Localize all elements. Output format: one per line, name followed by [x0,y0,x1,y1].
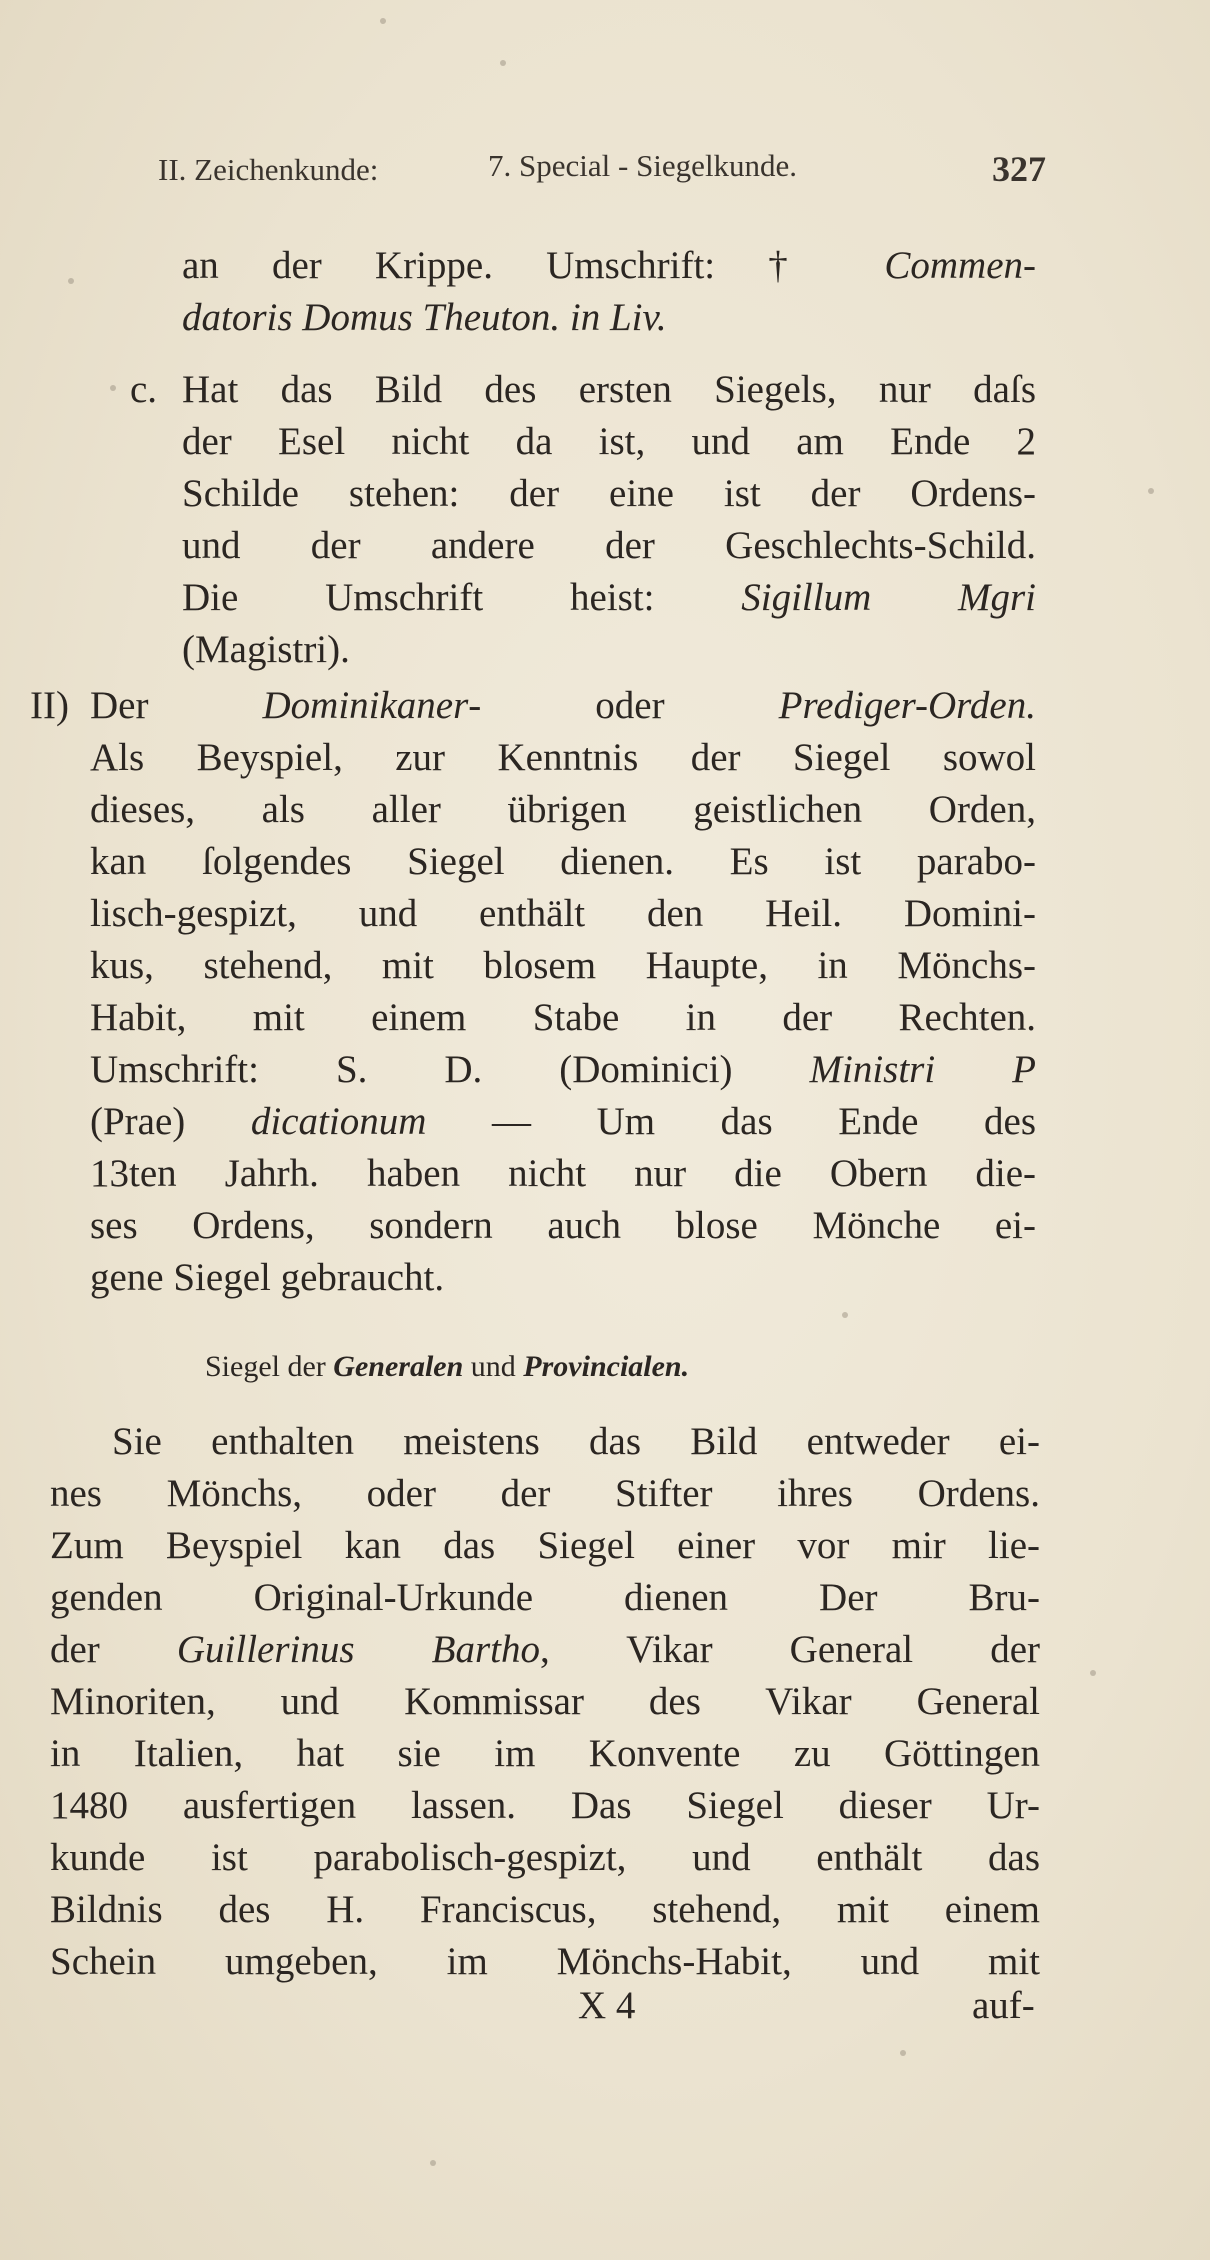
item-ii-text [90,680,1036,1304]
text-line: Bildnis des H. Franciscus, stehend, mit einem [50,1888,1040,1931]
paper-speck [1090,1670,1096,1676]
item-c-label: c. [130,368,158,411]
running-head [158,148,1046,198]
text-line: an der Krippe. Umschrift: † Commen- [182,244,1036,287]
paper-speck [380,18,386,24]
catchword: auf- [972,1984,1035,2027]
running-head-subsection: 7. Special - Siegelkunde. [488,148,798,183]
text-line: der Guillerinus Bartho, Vikar General der [50,1628,1040,1671]
text-line: Sie enthalten meistens das Bild entweder ei- [112,1420,1040,1463]
paragraph [50,1416,1040,1988]
text-line: (Prae) dicationum — Um das Ende des [90,1100,1037,1143]
text-line: dieses, als aller übrigen geistlichen Orden, [90,788,1036,831]
text-line: Habit, mit einem Stabe in der Rechten. [90,996,1036,1039]
item-c-text [182,364,1036,676]
text-line: Zum Beyspiel kan das Siegel einer vor mir lie- [50,1524,1040,1567]
paper-speck [900,2050,906,2056]
text-line: kus, stehend, mit blosem Haupte, in Mönchs- [90,944,1036,987]
text-line: kan ſolgendes Siegel dienen. Es ist parabo- [90,840,1036,883]
text-line: und der andere der Geschlechts-Schild. [182,524,1036,567]
paper-speck [430,2160,436,2166]
page-footer [0,1978,1210,2034]
text-line: Der Dominikaner- oder Prediger-Orden. [90,684,1036,727]
text-line: nes Mönchs, oder der Stifter ihres Ordens. [50,1472,1040,1515]
paper-speck [842,1312,848,1318]
text-line: 13ten Jahrh. haben nicht nur die Obern die- [90,1152,1036,1195]
paper-speck [1148,488,1154,494]
text-line: der Esel nicht da ist, und am Ende 2 [182,420,1036,463]
text-line: Umschrift: S. D. (Dominici) Ministri P [90,1048,1036,1091]
text-line: Die Umschrift heist: Sigillum Mgri [182,576,1037,619]
text-line: 1480 ausfertigen lassen. Das Siegel dieser Ur- [50,1784,1040,1827]
page-number: 327 [992,149,1046,189]
text-line: datoris Domus Theuton. in Liv. [182,296,667,339]
text-line: Als Beyspiel, zur Kenntnis der Siegel sowol [90,736,1036,779]
paper-speck [110,385,116,391]
text-line: gene Siegel gebraucht. [90,1256,445,1299]
running-head-section: II. Zeichenkunde: [158,152,379,187]
text-line: Hat das Bild des ersten Siegels, nur daſs [182,368,1036,411]
signature-mark: X 4 [578,1984,636,2027]
item-ii-label: II) [30,684,69,727]
section-heading: Siegel der Generalen und Provincialen. [205,1350,690,1383]
paper-speck [68,278,74,284]
text-line: (Magistri). [182,628,350,671]
text-line: Minoriten, und Kommissar des Vikar General [50,1680,1040,1723]
text-line: in Italien, hat sie im Konvente zu Göttingen [50,1732,1040,1775]
continuation-block [182,240,1036,344]
text-line: Schilde stehen: der eine ist der Ordens- [182,472,1036,515]
text-line: kunde ist parabolisch-gespizt, und enthält das [50,1836,1040,1879]
text-line: ses Ordens, sondern auch blose Mönche ei- [90,1204,1036,1247]
text-line: Schein umgeben, im Mönchs-Habit, und mit [50,1940,1040,1983]
text-line: lisch-gespizt, und enthält den Heil. Domini- [90,892,1036,935]
text-line: genden Original-Urkunde dienen Der Bru- [50,1576,1040,1619]
paper-speck [500,60,506,66]
